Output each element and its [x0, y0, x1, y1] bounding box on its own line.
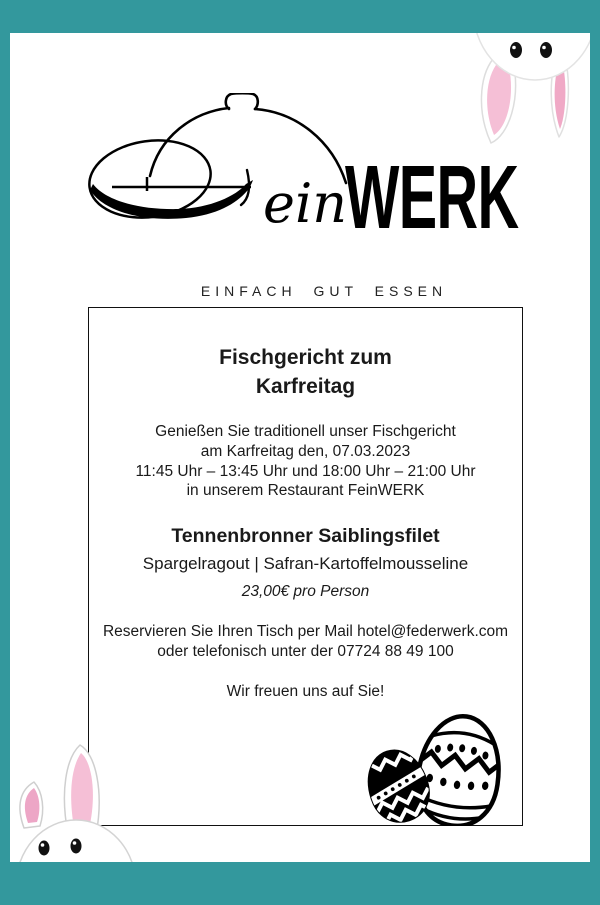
bunny-eye-right-glint [73, 841, 77, 845]
offer-title-line2: Karfreitag [255, 375, 356, 398]
logo-script-text: ein [263, 172, 348, 235]
flyer-page [10, 33, 590, 862]
offer-intro-line4: in unserem Restaurant FeinWERK [186, 482, 425, 499]
bunny-eye-left-glint [512, 46, 516, 50]
bunny-eye-right [540, 42, 552, 58]
bunny-eye-right [71, 839, 82, 854]
bunny-eye-left [39, 841, 50, 856]
offer-title-line1: Fischgericht zum [219, 346, 392, 369]
offer-dish-name: Tennenbronner Saiblingsfilet [171, 525, 440, 547]
logo-tagline: EINFACH GUT ESSEN [200, 283, 448, 299]
logo-wordmark-text: WERK [345, 148, 519, 248]
cloche-dome-left [150, 108, 229, 176]
offer-dish-sides: Spargelragout | Safran-Kartoffelmousseline [142, 554, 469, 573]
easter-eggs-icon [361, 706, 501, 826]
offer-intro-line3: 11:45 Uhr – 13:45 Uhr und 18:00 Uhr – 21:00 Uhr [135, 463, 476, 480]
cloche-knob [226, 93, 258, 109]
bunny-eye-left [510, 42, 522, 58]
offer-box [88, 307, 523, 826]
offer-intro-line2: am Karfreitag den, 07.03.2023 [200, 443, 411, 460]
bunny-face-peeking-icon [10, 740, 140, 862]
feinwerk-logo-icon [80, 93, 530, 248]
offer-intro-line1: Genießen Sie traditionell unser Fischgericht [155, 423, 456, 440]
offer-price: 23,00€ pro Person [241, 583, 370, 600]
bunny-ears-peeking-icon [465, 33, 590, 153]
bunny-eye-left-glint [41, 843, 45, 847]
offer-reservation-line1: Reservieren Sie Ihren Tisch per Mail hotel@federwerk.com [102, 623, 509, 640]
bunny-eye-right-glint [542, 46, 546, 50]
offer-reservation-line2: oder telefonisch unter der 07724 88 49 100 [157, 643, 454, 660]
offer-closing: Wir freuen uns auf Sie! [226, 683, 385, 700]
